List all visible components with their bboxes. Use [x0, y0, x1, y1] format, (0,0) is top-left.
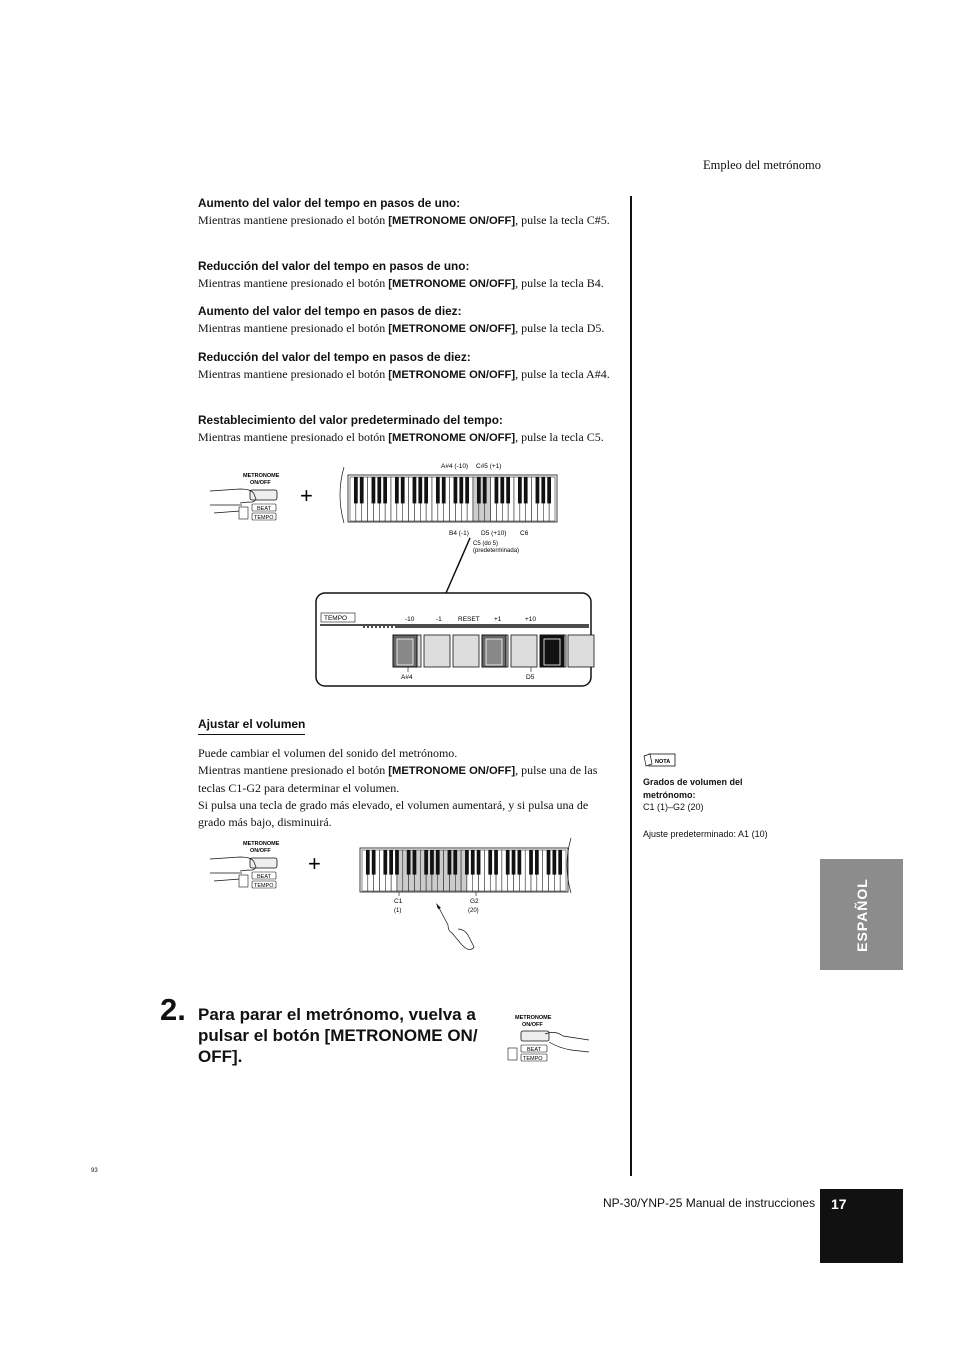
- zoom-black-key-face: [397, 639, 413, 665]
- black-key: [436, 477, 440, 503]
- black-key: [535, 850, 539, 875]
- black-key: [524, 477, 528, 503]
- black-key: [418, 477, 422, 503]
- volume-keyboard-diagram: [200, 833, 590, 963]
- black-key: [500, 477, 504, 503]
- footer-manual-title: NP-30/YNP-25 Manual de instrucciones: [603, 1196, 816, 1210]
- button-ref: [METRONOME ON/OFF]: [388, 215, 516, 227]
- label-c6: C6: [520, 530, 529, 537]
- zoom-black-key-face: [544, 639, 560, 665]
- label-d5-plus10: D5 (+10): [481, 530, 507, 537]
- column-divider: [630, 196, 632, 1176]
- zoom-white-key: [453, 635, 479, 667]
- black-key: [483, 477, 487, 503]
- black-key: [424, 477, 428, 503]
- black-key: [512, 850, 516, 875]
- black-key: [372, 477, 376, 503]
- keyboard: [360, 848, 568, 892]
- zoom-tempo-label: TEMPO: [324, 615, 348, 622]
- block-text: , pulse la tecla D5.: [515, 321, 605, 335]
- metronome-button: [521, 1031, 549, 1041]
- tempo-label: TEMPO: [254, 515, 274, 521]
- keyboard-break-mark: [340, 467, 344, 523]
- onoff-label: ON/OFF: [250, 848, 271, 854]
- zoom-label-d5: D5: [526, 674, 535, 681]
- black-key: [495, 477, 499, 503]
- zoom-reset: RESET: [458, 616, 480, 623]
- black-key: [413, 850, 417, 875]
- button-ref: [METRONOME ON/OFF]: [388, 323, 516, 335]
- block-text: , pulse la tecla C#5.: [515, 213, 610, 227]
- tempo-label: TEMPO: [254, 883, 274, 889]
- black-key: [383, 850, 387, 875]
- black-key: [518, 850, 522, 875]
- black-key: [465, 850, 469, 875]
- block-heading: Reducción del valor del tempo en pasos de uno:: [198, 259, 470, 273]
- tempo-keyboard-diagram: [200, 455, 600, 690]
- beat-label: BEAT: [527, 1047, 541, 1053]
- metronome-label: METRONOME: [243, 473, 280, 479]
- zoom-minus10: -10: [405, 616, 415, 623]
- block-heading: Reducción del valor del tempo en pasos de diez:: [198, 350, 471, 364]
- piano-icon: [508, 1048, 517, 1060]
- black-key: [518, 477, 522, 503]
- black-key: [383, 477, 387, 503]
- zoom-minus1: -1: [436, 616, 442, 623]
- keyboard: [348, 475, 557, 522]
- label-c1: C1: [394, 898, 403, 905]
- black-key: [488, 850, 492, 875]
- note-range: C1 (1)–G2 (20): [643, 802, 704, 812]
- label-cs5-plus1: C#5 (+1): [476, 463, 502, 470]
- language-tab-label: ESPAÑOL: [853, 877, 870, 952]
- black-key: [366, 850, 370, 875]
- metronome-label: METRONOME: [243, 841, 280, 847]
- label-a4-minus10: A#4 (-10): [441, 463, 469, 470]
- black-key: [442, 477, 446, 503]
- label-c1-value: (1): [394, 908, 402, 914]
- black-key: [494, 850, 498, 875]
- black-key: [436, 850, 440, 875]
- label-c5-default: (predeterminada): [473, 548, 520, 554]
- note-title: Grados de volumen del metrónomo:: [643, 777, 743, 800]
- block-text: Mientras mantiene presionado el botón: [198, 321, 389, 335]
- tempo-label: TEMPO: [523, 1056, 543, 1062]
- zoom-black-key-face: [486, 639, 502, 665]
- label-g2-value: (20): [468, 908, 479, 914]
- black-key: [354, 477, 358, 503]
- zoom-white-key: [568, 635, 594, 667]
- piano-icon: [239, 875, 248, 887]
- zoom-plus10: +10: [525, 616, 537, 623]
- note-default: Ajuste predeterminado: A1 (10): [643, 828, 768, 839]
- button-ref: [METRONOME ON/OFF]: [388, 765, 516, 777]
- zoom-plus1: +1: [494, 616, 502, 623]
- black-key: [407, 850, 411, 875]
- tempo-block-1: [198, 195, 618, 230]
- running-header: Empleo del metrónomo: [703, 158, 822, 172]
- plus-sign: +: [308, 851, 321, 876]
- hand-icon: [210, 857, 256, 881]
- metronome-panel: [210, 841, 280, 889]
- button-ref: [METRONOME ON/OFF]: [388, 369, 516, 381]
- volume-line3: Si pulsa una tecla de grado más elevado, el volumen aumentará, y si pulsa una de grado más bajo, disminuirá.: [198, 798, 589, 829]
- block-text: , pulse la tecla B4.: [515, 276, 604, 290]
- callout-pointer: [446, 538, 470, 593]
- tempo-block-4: [198, 349, 618, 384]
- tempo-block-5: [198, 412, 618, 447]
- black-key: [459, 477, 463, 503]
- block-text: Mientras mantiene presionado el botón: [198, 213, 389, 227]
- black-key: [558, 850, 562, 875]
- zoom-label-a4: A#4: [401, 674, 413, 681]
- page-number-box: [820, 1189, 903, 1263]
- tempo-block-3: [198, 303, 618, 338]
- note-badge: [643, 752, 677, 768]
- black-key: [395, 850, 399, 875]
- black-key: [424, 850, 428, 875]
- black-key: [547, 850, 551, 875]
- black-key: [547, 477, 551, 503]
- language-tab: [820, 859, 903, 970]
- onoff-label: ON/OFF: [250, 480, 271, 486]
- black-key: [454, 477, 458, 503]
- block-text: Mientras mantiene presionado el botón: [198, 367, 389, 381]
- zoom-white-key: [424, 635, 450, 667]
- block-text: , pulse la tecla A#4.: [515, 367, 610, 381]
- black-key: [529, 850, 533, 875]
- block-heading: Aumento del valor del tempo en pasos de diez:: [198, 304, 462, 318]
- black-key: [401, 477, 405, 503]
- piano-icon: [239, 507, 248, 519]
- black-key: [506, 477, 510, 503]
- black-key: [506, 850, 510, 875]
- label-c5: C5 (do 5): [473, 541, 499, 547]
- block-heading: Aumento del valor del tempo en pasos de uno:: [198, 196, 461, 210]
- hand-icon: [210, 489, 256, 513]
- black-key: [372, 850, 376, 875]
- print-code: 93: [91, 1168, 98, 1174]
- black-key: [477, 850, 481, 875]
- button-ref: [METRONOME ON/OFF]: [388, 278, 516, 290]
- label-b4-minus1: B4 (-1): [449, 530, 469, 537]
- page-number: 17: [831, 1196, 847, 1212]
- black-key: [377, 477, 381, 503]
- note-badge-label: NOTA: [655, 759, 671, 765]
- black-key: [536, 477, 540, 503]
- tempo-block-2: [198, 258, 618, 293]
- block-text: Mientras mantiene presionado el botón: [198, 430, 389, 444]
- step-text: Para parar el metrónomo, vuelva a pulsar el botón [METRONOME ON/ OFF].: [198, 1005, 478, 1066]
- button-ref: [METRONOME ON/OFF]: [388, 432, 516, 444]
- black-key: [541, 477, 545, 503]
- metronome-label: METRONOME: [515, 1015, 552, 1021]
- step-number: 2.: [160, 992, 186, 1027]
- volume-section: [198, 716, 618, 831]
- black-key: [552, 850, 556, 875]
- side-note: [643, 776, 793, 840]
- beat-label: BEAT: [257, 506, 271, 512]
- arrow-icon: [436, 903, 441, 909]
- hand-icon: [545, 1032, 589, 1052]
- block-text: , pulse la tecla C5.: [515, 430, 604, 444]
- volume-text: Mientras mantiene presionado el botón: [198, 763, 389, 777]
- plus-sign: +: [300, 483, 313, 508]
- onoff-label: ON/OFF: [522, 1022, 543, 1028]
- volume-line1: Puede cambiar el volumen del sonido del metrónomo.: [198, 746, 458, 760]
- black-key: [465, 477, 469, 503]
- beat-label: BEAT: [257, 874, 271, 880]
- black-key: [453, 850, 457, 875]
- block-text: Mientras mantiene presionado el botón: [198, 276, 389, 290]
- black-key: [395, 477, 399, 503]
- volume-text: , pulse una de las teclas C1-G2 para determinar el volumen.: [198, 763, 598, 795]
- black-key: [360, 477, 364, 503]
- black-key: [413, 477, 417, 503]
- volume-title: Ajustar el volumen: [198, 716, 305, 735]
- black-key: [448, 850, 452, 875]
- step-metronome-panel: [505, 1010, 595, 1065]
- block-heading: Restablecimiento del valor predeterminado del tempo:: [198, 413, 503, 427]
- label-g2: G2: [470, 898, 479, 905]
- black-key: [477, 477, 481, 503]
- metronome-panel: [210, 473, 280, 521]
- zoom-white-key: [511, 635, 537, 667]
- black-key: [430, 850, 434, 875]
- black-key: [471, 850, 475, 875]
- black-key: [389, 850, 393, 875]
